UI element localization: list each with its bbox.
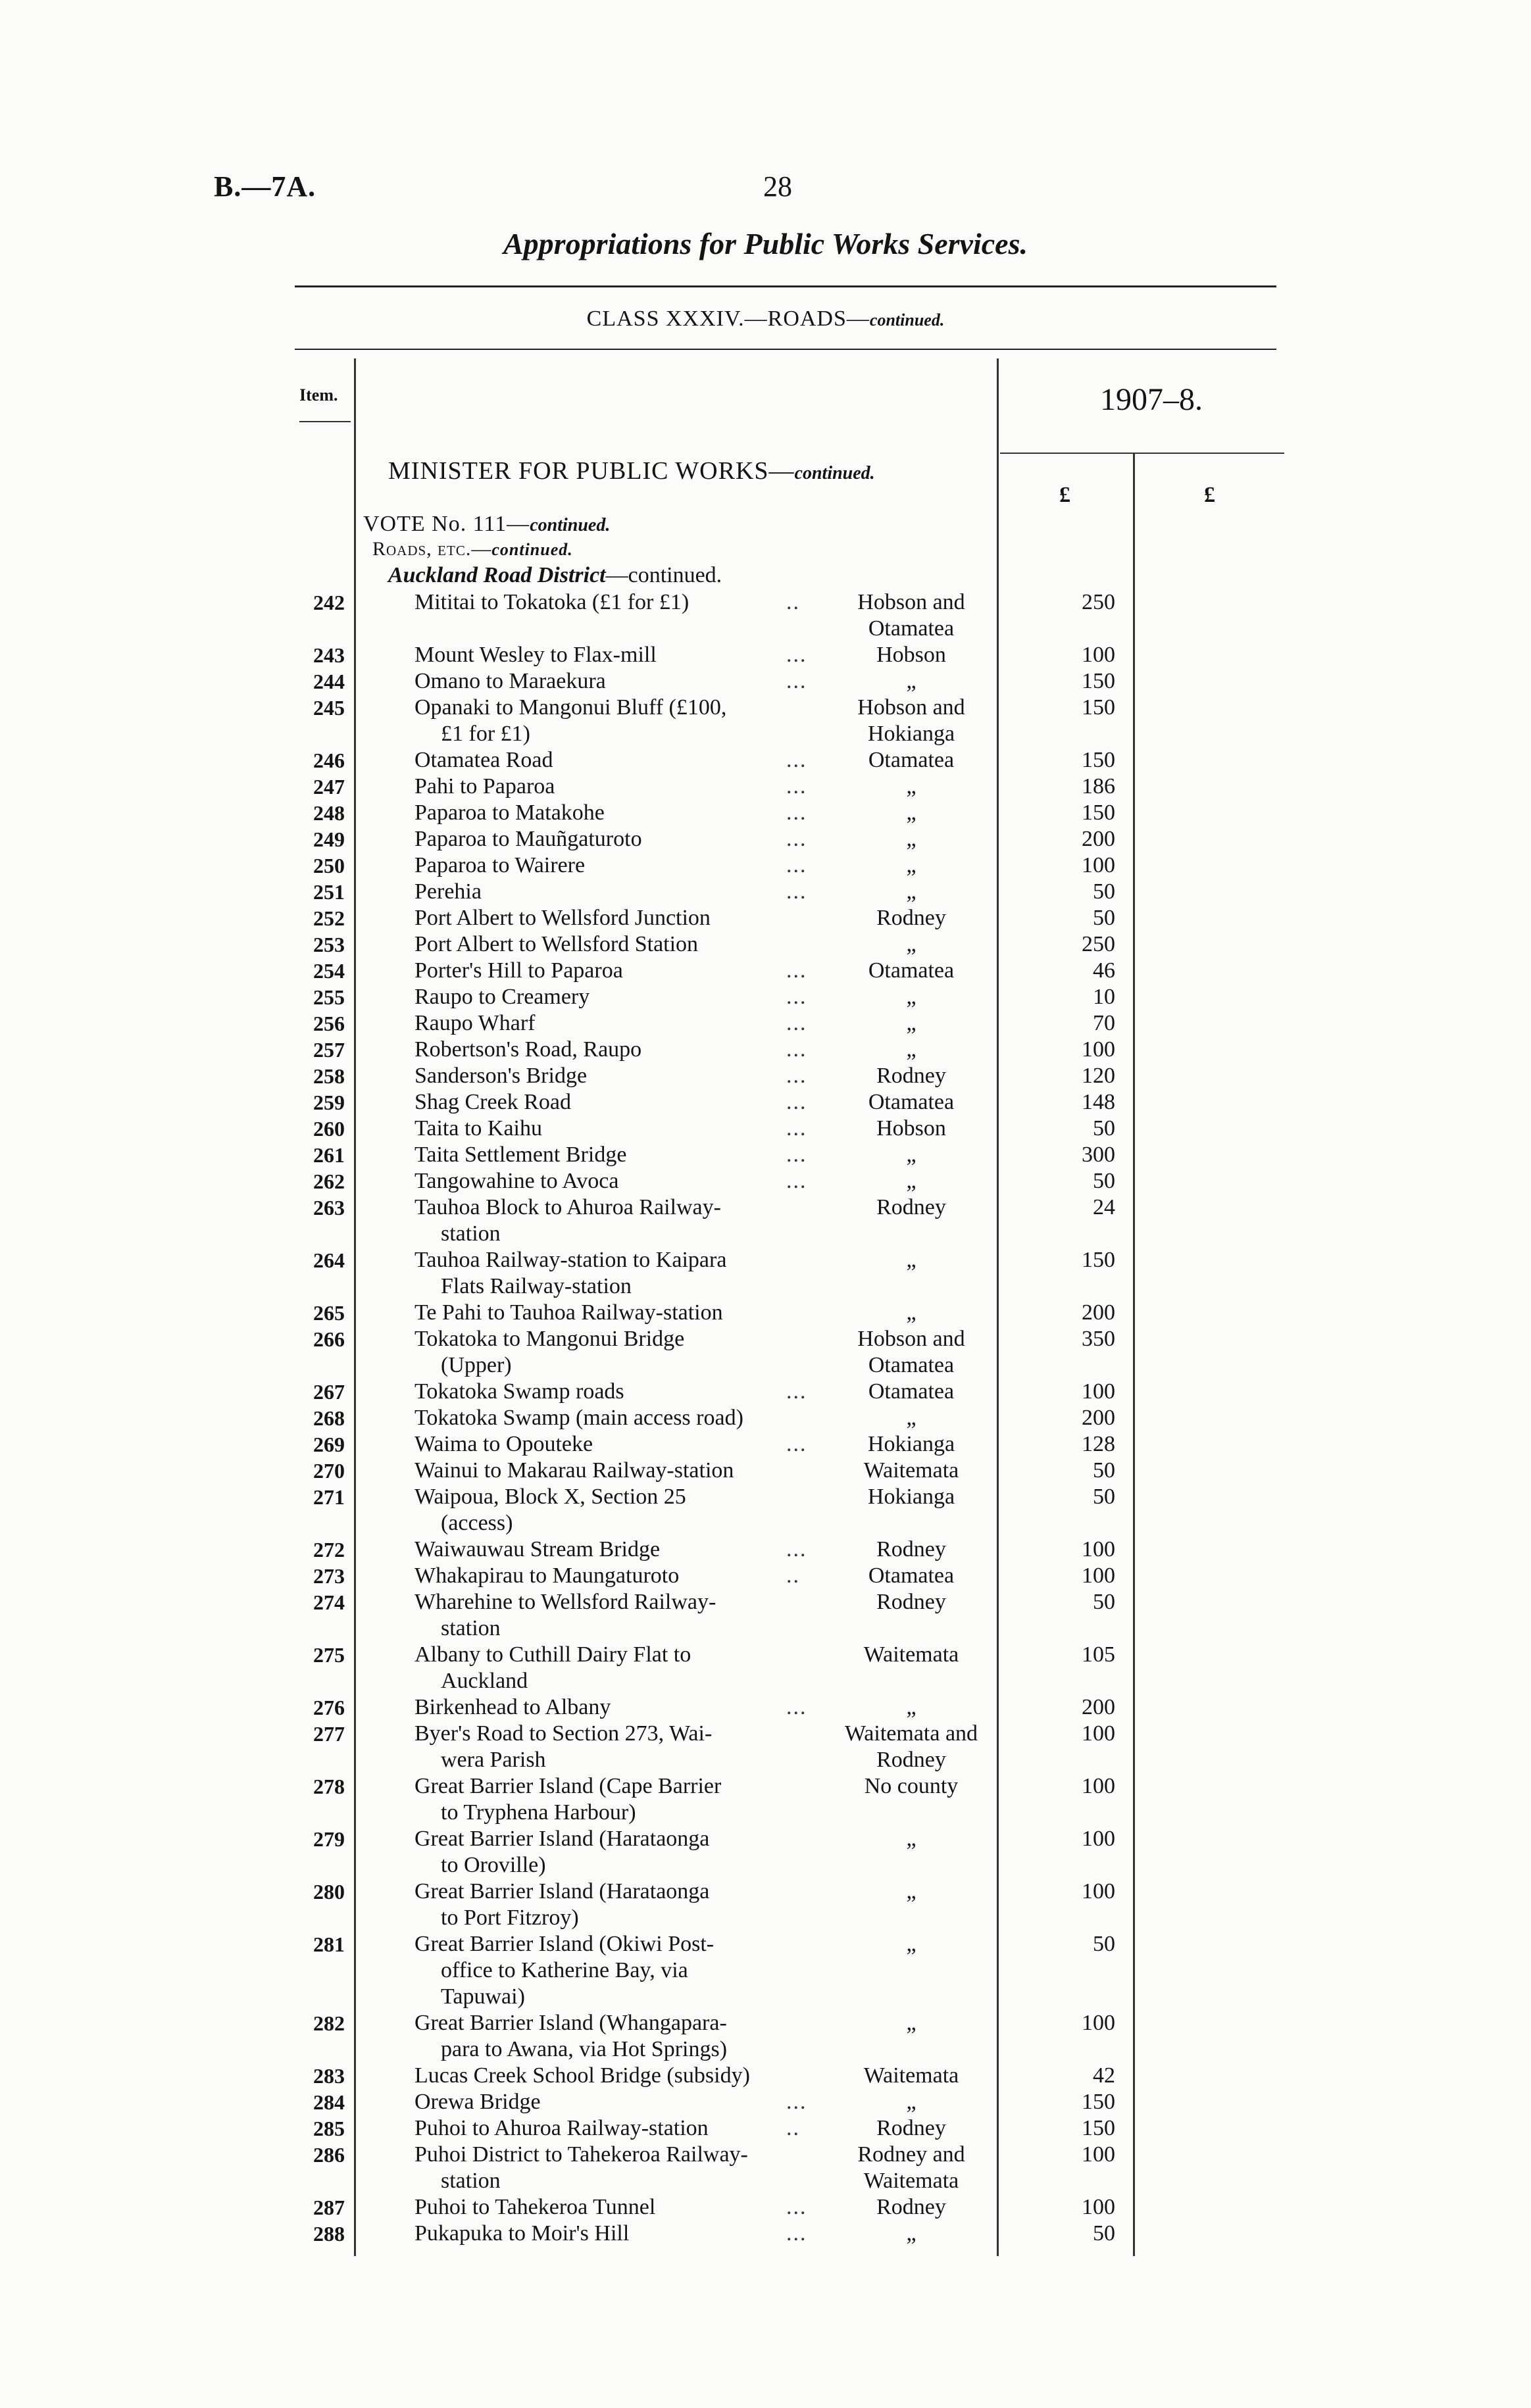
item-number: 265 (313, 1301, 345, 1325)
road-description: Wainui to Makarau Railway-station (414, 1458, 734, 1483)
leader-dots: .. (786, 2116, 800, 2140)
road-description: Porter's Hill to Paparoa (414, 958, 623, 983)
road-description: to Tryphena Harbour) (441, 1800, 636, 1825)
item-number: 249 (313, 827, 345, 851)
road-description: Taita to Kaihu (414, 1116, 543, 1141)
amount-value: 120 (1082, 1064, 1115, 1088)
amount-value: 100 (1082, 643, 1115, 667)
item-number: 271 (313, 1485, 345, 1509)
county-name: Hokianga (867, 1485, 955, 1509)
item-number: 258 (313, 1064, 345, 1088)
amount-value: 50 (1093, 1485, 1115, 1509)
page-number: 28 (763, 170, 792, 203)
road-description: Tokatoka Swamp (main access road) (414, 1406, 743, 1430)
road-description: Raupo Wharf (414, 1011, 536, 1035)
item-number: 280 (313, 1880, 345, 1904)
county-name: Hokianga (867, 722, 955, 746)
amount-value: 150 (1082, 800, 1115, 825)
road-description: Paparoa to Wairere (414, 853, 586, 877)
leader-dots: ... (786, 2195, 807, 2219)
leader-dots: ... (786, 879, 807, 904)
item-number: 259 (313, 1091, 345, 1114)
leader-dots: ... (786, 1695, 807, 1719)
amount-value: 100 (1082, 853, 1115, 877)
amount-value: 42 (1093, 2063, 1115, 2088)
road-description: wera Parish (441, 1748, 546, 1772)
county-name: „ (906, 1932, 916, 1956)
road-description: Opanaki to Mangonui Bluff (£100, (414, 695, 727, 720)
amount-value: 150 (1082, 748, 1115, 772)
county-name: „ (906, 774, 916, 799)
county-name: „ (906, 827, 916, 851)
road-description: Great Barrier Island (Okiwi Post- (414, 1932, 715, 1956)
class-heading-continued: continued. (869, 310, 945, 330)
item-number: 267 (313, 1380, 345, 1404)
item-number: 270 (313, 1459, 345, 1483)
county-name: Rodney (876, 2195, 946, 2219)
road-description: Paparoa to Mauñgaturoto (414, 827, 642, 851)
road-description: Te Pahi to Tauhoa Railway-station (414, 1300, 723, 1325)
road-description: Tangowahine to Avoca (414, 1169, 619, 1193)
county-name: Otamatea (868, 1090, 955, 1114)
county-name: „ (906, 2221, 916, 2246)
county-name: Rodney and (857, 2142, 965, 2167)
road-description: Perehia (414, 879, 482, 904)
road-description: para to Awana, via Hot Springs) (441, 2037, 728, 2061)
amount-value: 100 (1082, 2011, 1115, 2035)
item-number: 287 (313, 2196, 345, 2219)
amount-value: 200 (1082, 827, 1115, 851)
road-description: Raupo to Creamery (414, 985, 590, 1009)
road-description: Tokatoka Swamp roads (414, 1379, 624, 1404)
county-name: Rodney (876, 906, 946, 930)
leader-dots: ... (786, 1116, 807, 1141)
item-number: 276 (313, 1696, 345, 1719)
county-name: No county (864, 1774, 959, 1798)
road-description: Tapuwai) (441, 1984, 525, 2009)
amount-value: 186 (1082, 774, 1115, 799)
road-description: Puhoi to Tahekeroa Tunnel (414, 2195, 656, 2219)
road-description: station (441, 2169, 501, 2193)
road-description: Wharehine to Wellsford Railway- (414, 1590, 716, 1614)
amount-value: 150 (1082, 669, 1115, 693)
item-number: 251 (313, 880, 345, 904)
amount-value: 200 (1082, 1300, 1115, 1325)
item-number: 286 (313, 2143, 345, 2167)
item-number: 285 (313, 2117, 345, 2140)
county-name: Otamatea (868, 958, 955, 983)
leader-dots: ... (786, 800, 807, 825)
page-title: Appropriations for Public Works Services. (503, 227, 1028, 260)
amount-value: 100 (1082, 1879, 1115, 1904)
item-number: 257 (313, 1038, 345, 1062)
amount-value: 100 (1082, 2142, 1115, 2167)
amount-value: 148 (1082, 1090, 1115, 1114)
road-description: Robertson's Road, Raupo (414, 1037, 642, 1062)
item-header-rule (299, 421, 351, 422)
county-name: Rodney (876, 1195, 946, 1219)
leader-dots: ... (786, 1064, 807, 1088)
amount-value: 50 (1093, 1458, 1115, 1483)
county-name: Rodney (876, 1748, 946, 1772)
item-number: 283 (313, 2064, 345, 2088)
header-rule (295, 349, 1276, 350)
amount-value: 100 (1082, 2195, 1115, 2219)
road-description: Port Albert to Wellsford Junction (414, 906, 711, 930)
county-name: „ (906, 853, 916, 877)
amount-value: 150 (1082, 2116, 1115, 2140)
road-description: Omano to Maraekura (414, 669, 606, 693)
amount-value: 150 (1082, 2090, 1115, 2114)
road-description: Sanderson's Bridge (414, 1064, 588, 1088)
leader-dots: ... (786, 1090, 807, 1114)
leader-dots: .. (786, 1563, 800, 1588)
county-name: „ (906, 1827, 916, 1851)
county-name: Rodney (876, 1590, 946, 1614)
amount-value: 50 (1093, 2221, 1115, 2246)
county-name: „ (906, 669, 916, 693)
year-header-rule (1000, 453, 1284, 454)
pound-unit-1: £ (1059, 483, 1070, 507)
item-number: 254 (313, 959, 345, 983)
road-description: Tauhoa Railway-station to Kaipara (414, 1248, 727, 1272)
leader-dots: ... (786, 853, 807, 877)
road-description: Great Barrier Island (Harataonga (414, 1879, 710, 1904)
item-number: 274 (313, 1590, 345, 1614)
county-name: Hobson (876, 1116, 946, 1141)
county-name: „ (906, 879, 916, 904)
item-number: 273 (313, 1564, 345, 1588)
amount-value: 200 (1082, 1406, 1115, 1430)
leader-dots: ... (786, 1037, 807, 1062)
leader-dots: ... (786, 2090, 807, 2114)
district-heading-continued: —continued. (605, 563, 722, 587)
leader-dots: ... (786, 2221, 807, 2246)
amount-value: 100 (1082, 1379, 1115, 1404)
amount-value: 100 (1082, 1774, 1115, 1798)
road-description: Otamatea Road (414, 748, 553, 772)
vote-heading-main: VOTE No. 111— (363, 512, 530, 536)
road-description: Tauhoa Block to Ahuroa Railway- (414, 1195, 721, 1219)
amount-value: 200 (1082, 1695, 1115, 1719)
road-description: (Upper) (441, 1353, 512, 1377)
amount-value: 100 (1082, 1827, 1115, 1851)
county-name: Waitemata (863, 2169, 959, 2193)
road-description: Puhoi to Ahuroa Railway-station (414, 2116, 709, 2140)
amount-value: 70 (1093, 1011, 1115, 1035)
county-name: „ (906, 1011, 916, 1035)
roads-heading-continued: continued. (491, 540, 573, 559)
item-number: 272 (313, 1538, 345, 1561)
county-name: Hobson and (857, 1327, 965, 1351)
road-description: Birkenhead to Albany (414, 1695, 611, 1719)
leader-dots: ... (786, 669, 807, 693)
county-name: „ (906, 2090, 916, 2114)
county-name: „ (906, 1169, 916, 1193)
road-description: Byer's Road to Section 273, Wai- (414, 1721, 713, 1746)
amount-value: 46 (1093, 958, 1115, 983)
county-name: „ (906, 1037, 916, 1062)
item-number: 262 (313, 1169, 345, 1193)
road-description: to Port Fitzroy) (441, 1905, 579, 1930)
road-description: to Oroville) (441, 1853, 546, 1877)
item-number: 255 (313, 985, 345, 1009)
amount-value: 128 (1082, 1432, 1115, 1456)
road-description: Mount Wesley to Flax-mill (414, 643, 657, 667)
county-name: „ (906, 985, 916, 1009)
road-description: Waipoua, Block X, Section 25 (414, 1485, 686, 1509)
class-heading-main: CLASS XXXIV.—ROADS— (586, 307, 870, 331)
road-description: Whakapirau to Maungaturoto (414, 1563, 680, 1588)
minister-heading (388, 456, 875, 485)
item-number: 245 (313, 696, 345, 720)
county-name: „ (906, 1143, 916, 1167)
county-name: Otamatea (868, 616, 955, 641)
road-description: Port Albert to Wellsford Station (414, 932, 699, 956)
road-description: Orewa Bridge (414, 2090, 541, 2114)
road-description: office to Katherine Bay, via (441, 1958, 688, 1982)
amount-value: 100 (1082, 1037, 1115, 1062)
county-name: „ (906, 1879, 916, 1904)
road-description: station (441, 1221, 501, 1246)
item-number: 244 (313, 670, 345, 693)
road-description: Tokatoka to Mangonui Bridge (414, 1327, 685, 1351)
leader-dots: ... (786, 1011, 807, 1035)
road-description: station (441, 1616, 501, 1640)
road-description: Flats Railway-station (441, 1274, 632, 1298)
amount-value: 150 (1082, 695, 1115, 720)
item-number: 288 (313, 2222, 345, 2246)
item-number: 253 (313, 933, 345, 956)
amount-value: 24 (1093, 1195, 1115, 1219)
pound-column-divider (1133, 454, 1135, 2256)
county-name: „ (906, 1406, 916, 1430)
county-name: Hobson and (857, 590, 965, 614)
county-name: Rodney (876, 1064, 946, 1088)
county-name: Rodney (876, 2116, 946, 2140)
road-description: Great Barrier Island (Whangapara- (414, 2011, 727, 2035)
item-number: 264 (313, 1248, 345, 1272)
county-name: Otamatea (868, 1563, 955, 1588)
county-name: Hokianga (867, 1432, 955, 1456)
road-description: Shag Creek Road (414, 1090, 571, 1114)
amount-value: 150 (1082, 1248, 1115, 1272)
document-code: B.—7A. (214, 170, 316, 203)
county-name: Hobson and (857, 695, 965, 720)
amount-value: 250 (1082, 590, 1115, 614)
leader-dots: ... (786, 958, 807, 983)
top-rule (295, 285, 1276, 287)
county-name: „ (906, 1695, 916, 1719)
road-description: Mititai to Tokatoka (£1 for £1) (414, 590, 690, 614)
item-number: 281 (313, 1932, 345, 1956)
road-description: Pahi to Paparoa (414, 774, 555, 799)
leader-dots: ... (786, 985, 807, 1009)
road-description: (access) (441, 1511, 513, 1535)
county-name: „ (906, 1300, 916, 1325)
county-name: Waitemata and (844, 1721, 978, 1746)
item-number: 268 (313, 1406, 345, 1430)
item-number: 256 (313, 1012, 345, 1035)
county-name: Otamatea (868, 1379, 955, 1404)
county-name: Waitemata (863, 2063, 959, 2088)
road-description: Taita Settlement Bridge (414, 1143, 627, 1167)
amount-value: 250 (1082, 932, 1115, 956)
county-name: Otamatea (868, 1353, 955, 1377)
leader-dots: ... (786, 748, 807, 772)
item-number: 242 (313, 591, 345, 614)
amount-value: 100 (1082, 1563, 1115, 1588)
year-column-header: 1907–8. (1100, 382, 1203, 417)
road-description: £1 for £1) (441, 722, 530, 746)
item-number: 260 (313, 1117, 345, 1141)
amount-value: 10 (1093, 985, 1115, 1009)
leader-dots: ... (786, 1379, 807, 1404)
road-description: Paparoa to Matakohe (414, 800, 605, 825)
leader-dots: ... (786, 1143, 807, 1167)
amount-value: 50 (1093, 906, 1115, 930)
amount-value: 50 (1093, 1116, 1115, 1141)
amount-value: 50 (1093, 1932, 1115, 1956)
amount-value: 350 (1082, 1327, 1115, 1351)
leader-dots: ... (786, 1537, 807, 1561)
minister-heading-main: MINISTER FOR PUBLIC WORKS— (388, 457, 795, 485)
item-number: 263 (313, 1196, 345, 1219)
amount-value: 300 (1082, 1143, 1115, 1167)
item-number: 247 (313, 775, 345, 799)
road-description: Auckland (441, 1669, 528, 1693)
leader-dots: ... (786, 1169, 807, 1193)
item-number: 261 (313, 1143, 345, 1167)
item-number: 282 (313, 2011, 345, 2035)
roads-heading (372, 538, 573, 560)
road-description: Great Barrier Island (Cape Barrier (414, 1774, 722, 1798)
amount-value: 100 (1082, 1537, 1115, 1561)
class-heading (0, 307, 1531, 332)
item-number: 277 (313, 1722, 345, 1746)
county-name: Otamatea (868, 748, 955, 772)
amount-value: 105 (1082, 1642, 1115, 1667)
leader-dots: ... (786, 1432, 807, 1456)
leader-dots: ... (786, 827, 807, 851)
county-name: Waitemata (863, 1642, 959, 1667)
amount-value: 50 (1093, 879, 1115, 904)
district-heading (388, 563, 722, 588)
county-name: „ (906, 800, 916, 825)
item-number: 243 (313, 643, 345, 667)
county-name: Waitemata (863, 1458, 959, 1483)
road-description: Great Barrier Island (Harataonga (414, 1827, 710, 1851)
item-number: 284 (313, 2090, 345, 2114)
item-number: 250 (313, 854, 345, 877)
leader-dots: .. (786, 590, 800, 614)
county-name: „ (906, 932, 916, 956)
item-number: 279 (313, 1827, 345, 1851)
leader-dots: ... (786, 774, 807, 799)
pound-unit-2: £ (1204, 483, 1215, 507)
item-number: 248 (313, 801, 345, 825)
district-heading-main: Auckland Road District (388, 563, 606, 587)
county-name: Hobson (876, 643, 946, 667)
item-number: 278 (313, 1775, 345, 1798)
road-description: Albany to Cuthill Dairy Flat to (414, 1642, 691, 1667)
road-description: Lucas Creek School Bridge (subsidy) (414, 2063, 750, 2088)
item-number: 246 (313, 749, 345, 772)
county-name: „ (906, 1248, 916, 1272)
item-number: 266 (313, 1327, 345, 1351)
road-description: Waima to Opouteke (414, 1432, 593, 1456)
road-description: Puhoi District to Tahekeroa Railway- (414, 2142, 748, 2167)
leader-dots: ... (786, 643, 807, 667)
item-number: 269 (313, 1433, 345, 1456)
county-name: Rodney (876, 1537, 946, 1561)
road-description: Pukapuka to Moir's Hill (414, 2221, 630, 2246)
amount-value: 100 (1082, 1721, 1115, 1746)
item-number: 252 (313, 906, 345, 930)
road-description: Waiwauwau Stream Bridge (414, 1537, 661, 1561)
roads-heading-main: Roads, etc.— (372, 538, 492, 560)
county-name: „ (906, 2011, 916, 2035)
vote-heading (363, 512, 610, 537)
item-number: 275 (313, 1643, 345, 1667)
item-column-divider (354, 358, 356, 2256)
item-column-header: Item. (299, 385, 338, 405)
vote-heading-continued: continued. (530, 515, 611, 535)
amount-value: 50 (1093, 1590, 1115, 1614)
minister-heading-continued: continued. (794, 463, 875, 483)
amount-value: 50 (1093, 1169, 1115, 1193)
